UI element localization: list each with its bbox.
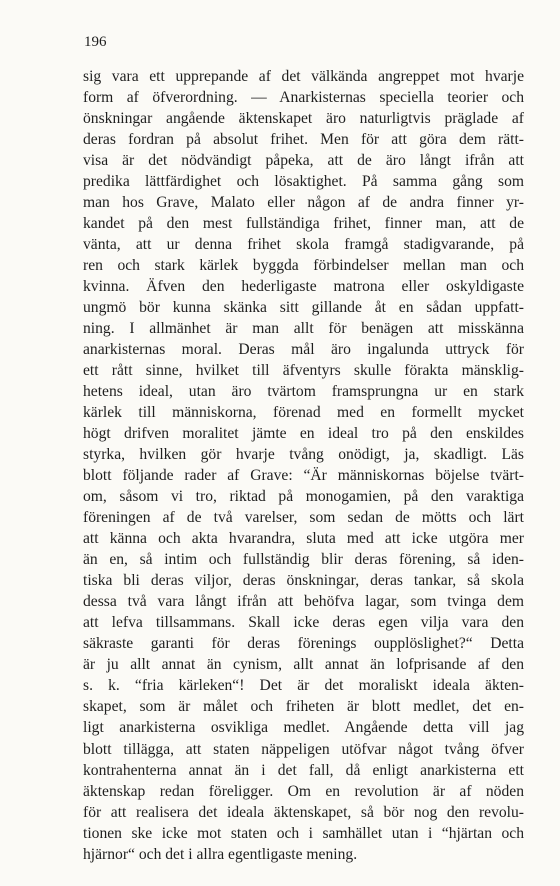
text-line: föreningen af de två varelser, som sedan de mötts och lärt [83, 509, 524, 527]
page-number: 196 [84, 34, 107, 50]
text-line: dessa två vara långt ifrån att behöfva lagar, som tvinga dem [83, 593, 524, 611]
text-line: anarkisternas moral. Deras mål äro ingalunda uttryck för [83, 341, 524, 359]
text-line: tionen ske icke mot staten och i samhället utan i “hjärtan och [83, 824, 524, 842]
text-line: är ju allt annat än cynism, allt annat än lofprisande af den [83, 656, 524, 674]
text-line: högt drifven moralitet jämte en ideal tro på den enskildes [83, 425, 524, 443]
body-text [83, 66, 524, 865]
text-line: än en, så intim och fullständig blir deras förening, så iden- [83, 551, 524, 569]
text-line: blott tillägga, att staten näppeligen utöfvar något tvång öfver [83, 740, 524, 758]
text-line: man hos Grave, Malato eller någon af de andra finner yr- [83, 194, 524, 212]
text-line: vänta, att ur denna frihet skola framgå stadigvarande, på [83, 236, 524, 254]
text-line: att känna och akta hvarandra, sluta med att icke utgöra mer [83, 530, 524, 548]
text-line: ren och stark kärlek byggda förbindelser mellan man och [83, 257, 524, 275]
text-line: för att realisera det ideala äktenskapet, så bör nog den revolu- [83, 803, 524, 821]
text-line: s. k. “fria kärleken“! Det är det moraliskt ideala äkten- [83, 677, 524, 695]
text-line: skapet, som är målet och friheten är blott medlet, det en- [83, 698, 524, 716]
text-line: kontrahenterna annat än i det fall, då enligt anarkisterna ett [83, 761, 524, 779]
text-line: blott följande rader af Grave: “Är människornas böjelse tvärt- [83, 467, 524, 485]
text-line: form af öfverordning. — Anarkisternas speciella teorier och [83, 89, 524, 107]
text-line: visa är det nödvändigt påpeka, att de äro långt ifrån att [83, 152, 524, 170]
text-line: hjärnor“ och det i allra egentligaste mening. [83, 845, 358, 863]
text-line: kärlek till människorna, förenad med en formellt mycket [83, 404, 524, 422]
text-line: att lefva tillsammans. Skall icke deras egen vilja vara den [83, 614, 524, 632]
text-line: predika lättfärdighet och lösaktighet. På samma gång som [83, 173, 524, 191]
text-line: ett rått sinne, hvilket till äfventyrs skulle förakta mänsklig- [83, 362, 524, 380]
text-line: önskningar angående äktenskapet äro naturligtvis präglade af [83, 110, 524, 128]
text-line: ungmö bör kunna skänka sitt gillande åt en sådan uppfatt- [83, 299, 524, 317]
text-line: kandet på den mest fullständiga frihet, finner man, att de [83, 215, 524, 233]
text-line: tiska bli deras viljor, deras önskningar, deras tankar, så skola [83, 572, 524, 590]
text-line: sig vara ett upprepande af det välkända angreppet mot hvarje [83, 68, 524, 85]
text-line: kvinna. Äfven den hederligaste matrona eller oskyldigaste [83, 278, 524, 296]
text-line: ning. I allmänhet är man allt för benägen att misskänna [83, 320, 524, 338]
text-line: äktenskap redan föreligger. Om en revolution är af nöden [83, 782, 524, 800]
text-line: säkraste garanti för deras förenings oupplöslighet?“ Detta [83, 635, 524, 653]
text-line: hetens ideal, utan äro tvärtom framsprungna ur en stark [83, 383, 524, 401]
text-line: deras fordran på absolut frihet. Men för att göra dem rätt- [83, 131, 524, 149]
text-line: ligt anarkisterna osvikliga medlet. Angående detta vill jag [83, 719, 524, 737]
text-line: styrka, hvilken gör hvarje tvång onödigt, ja, skadligt. Läs [83, 446, 524, 464]
text-line: om, såsom vi tro, riktad på monogamien, på den varaktiga [83, 488, 524, 506]
